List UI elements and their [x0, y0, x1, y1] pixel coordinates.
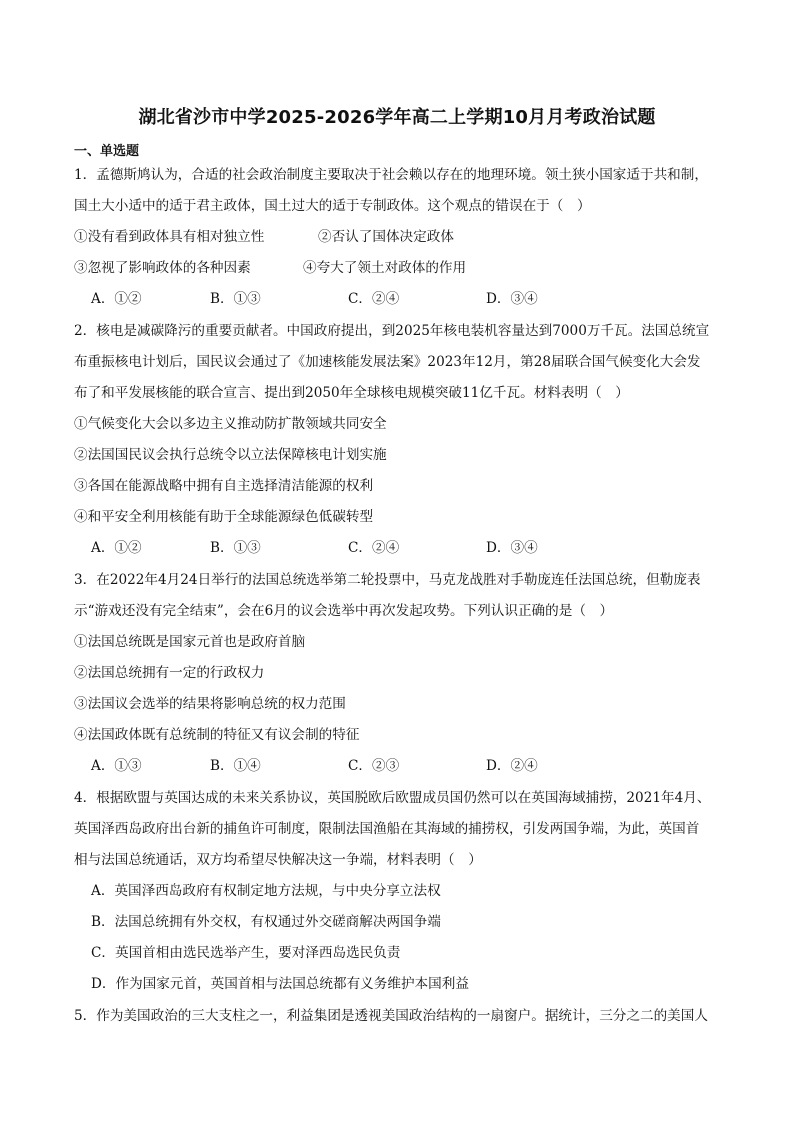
q4-option-c[interactable]: C．英国首相由选民选举产生，要对泽西岛选民负责	[91, 945, 401, 961]
q2-statement-2: ②法国国民议会执行总统令以立法保障核电计划实施	[74, 447, 387, 463]
q1-option-d[interactable]: D．③④	[486, 291, 538, 307]
q4-stem-line-1: 4．根据欧盟与英国达成的未来关系协议，英国脱欧后欧盟成员国仍然可以在英国海域捕捞，2021年4月、	[74, 790, 711, 806]
q2-option-d[interactable]: D．③④	[486, 540, 538, 556]
q3-stem-line-2: 示“游戏还没有完全结束”，会在6月的议会选举中再次发起攻势。下列认识正确的是（ ）	[74, 603, 614, 619]
section-heading: 一、单选题	[74, 144, 140, 159]
q1-option-b[interactable]: B．①③	[210, 291, 261, 307]
q1-statement-2: ②否认了国体决定政体	[318, 229, 454, 245]
q4-option-a[interactable]: A．英国泽西岛政府有权制定地方法规，与中央分享立法权	[91, 883, 441, 899]
q1-stem-line-1: 1．孟德斯鸠认为，合适的社会政治制度主要取决于社会赖以存在的地理环境。领土狭小国家适于共和制，	[74, 167, 708, 183]
q4-option-d[interactable]: D．作为国家元首，英国首相与法国总统都有义务维护本国利益	[91, 976, 469, 992]
q2-stem-line-1: 2．核电是减碳降污的重要贡献者。中国政府提出，到2025年核电装机容量达到7000万千瓦。法国总统宣	[74, 323, 710, 339]
q3-option-d[interactable]: D．②④	[486, 758, 538, 774]
q3-statement-4: ④法国政体既有总统制的特征又有议会制的特征	[74, 727, 360, 743]
q2-statement-1: ①气候变化大会以多边主义推动防扩散领域共同安全	[74, 416, 387, 432]
q1-stem-line-2: 国土大小适中的适于君主政体，国土过大的适于专制政体。这个观点的错误在于（ ）	[74, 198, 591, 214]
q2-statement-3: ③各国在能源战略中拥有自主选择清洁能源的权利	[74, 478, 374, 494]
q3-statement-2: ②法国总统拥有一定的行政权力	[74, 665, 265, 681]
q3-statement-3: ③法国议会选举的结果将影响总统的权力范围	[74, 696, 346, 712]
q3-statement-1: ①法国总统既是国家元首也是政府首脑	[74, 634, 306, 650]
q1-statement-3: ③忽视了影响政体的各种因素	[74, 260, 251, 276]
q4-stem-line-2: 英国泽西岛政府出台新的捕鱼许可制度，限制法国渔船在其海域的捕捞权，引发两国争端，为此，英国首	[74, 821, 700, 837]
q2-option-b[interactable]: B．①③	[210, 540, 261, 556]
q1-statement-4: ④夸大了领土对政体的作用	[303, 260, 467, 276]
q1-option-a[interactable]: A．①②	[91, 291, 142, 307]
q2-statement-4: ④和平安全利用核能有助于全球能源绿色低碳转型	[74, 509, 374, 525]
q1-option-c[interactable]: C．②④	[348, 291, 400, 307]
q4-stem-line-3: 相与法国总统通话，双方均希望尽快解决这一争端，材料表明（ ）	[74, 852, 482, 868]
q3-stem-line-1: 3．在2022年4月24日举行的法国总统选举第二轮投票中，马克龙战胜对手勒庞连任法国总统，但勒庞表	[74, 572, 701, 588]
q1-statement-1: ①没有看到政体具有相对独立性	[74, 229, 265, 245]
q2-option-c[interactable]: C．②④	[348, 540, 400, 556]
q3-option-b[interactable]: B．①④	[210, 758, 261, 774]
page-title: 湖北省沙市中学2025-2026学年高二上学期10月月考政治试题	[138, 107, 656, 128]
q2-stem-line-3: 布了和平发展核能的联合宣言、提出到2050年全球核电规模突破11亿千瓦。材料表明（ ）	[74, 385, 629, 401]
q2-option-a[interactable]: A．①②	[91, 540, 142, 556]
q3-option-a[interactable]: A．①③	[91, 758, 142, 774]
q5-stem-line-1: 5．作为美国政治的三大支柱之一，利益集团是透视美国政治结构的一扇窗户。据统计，三分之二的美国人	[74, 1008, 708, 1024]
q4-option-b[interactable]: B．法国总统拥有外交权，有权通过外交磋商解决两国争端	[91, 914, 441, 930]
q2-stem-line-2: 布重振核电计划后，国民议会通过了《加速核能发展法案》2023年12月，第28届联合国气候变化大会发	[74, 354, 701, 370]
q3-option-c[interactable]: C．②③	[348, 758, 400, 774]
